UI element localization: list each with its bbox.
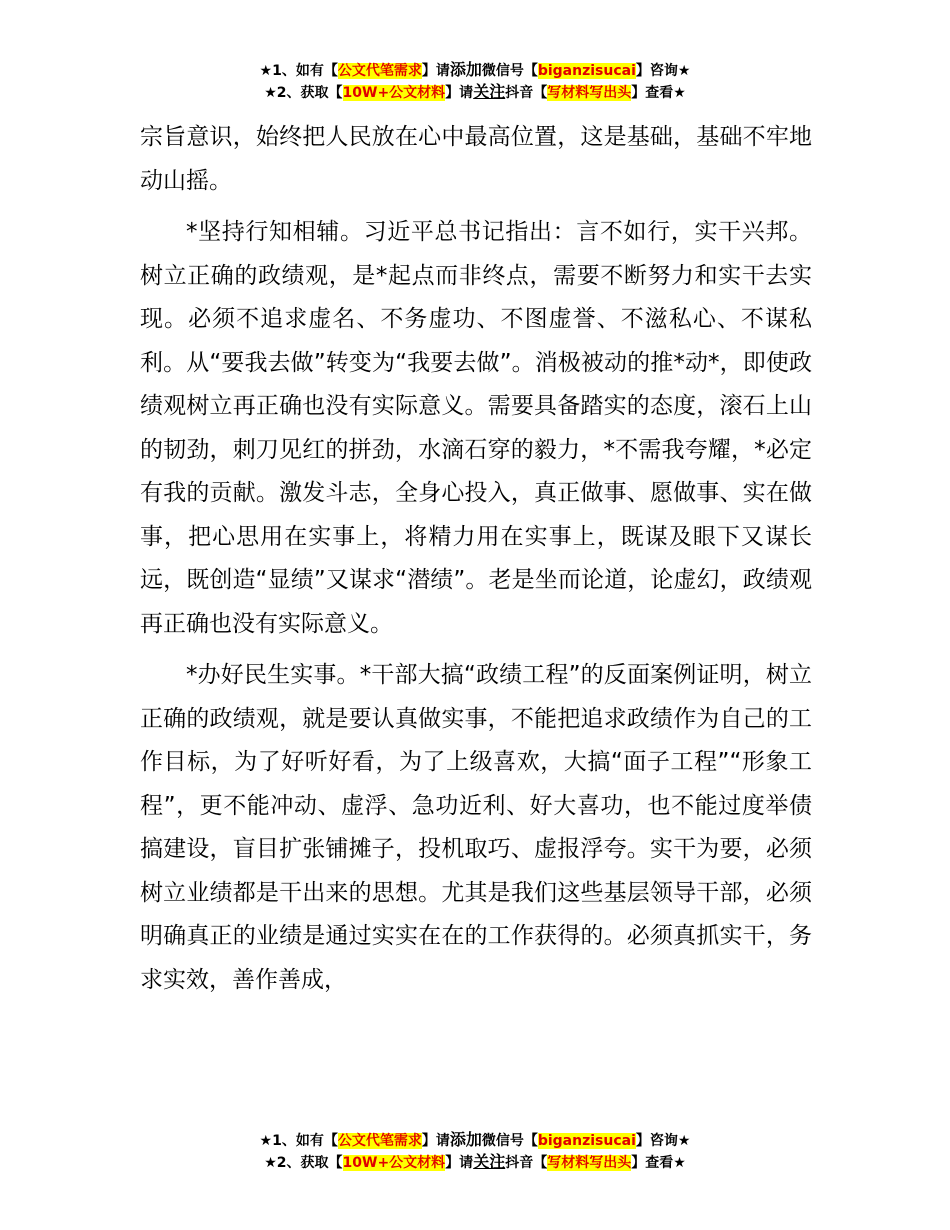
paragraph-3: *办好民生实事。*干部大搞“政绩工程”的反面案例证明，树立正确的政绩观，就是要认真做实事，不能把追求政绩作为自己的工作目标，为了好听好看，为了上级喜欢，大搞“面子工程”“形象工程”，更不能冲动、虚浮、急功近利、好大喜功，也不能过度举债搞建设，盲目扩张铺摊子，投机取巧、虚报浮夸。实干为要，必须树立业绩都是干出来的思想。尤其是我们这些基层领导干部，必须明确真正的业绩是通过实实在在的工作获得的。必须真抓实干，务求实效，善作善成，: [140, 662, 812, 993]
paragraph-1: 宗旨意识，始终把人民放在心中最高位置，这是基础，基础不牢地动山摇。: [140, 124, 812, 194]
footer-highlight-service: 公文代笔需求: [337, 1133, 422, 1149]
highlight-wechat-id: biganzisucai: [537, 63, 636, 79]
document-body: [140, 116, 812, 1010]
banner-line-2: ★2、获取【10W+公文材料】请关注抖音【写材料写出头】查看★: [264, 82, 686, 101]
highlight-service: 公文代笔需求: [337, 63, 422, 79]
footer-banner: [0, 1129, 950, 1173]
footer-highlight-wechat-id: biganzisucai: [537, 1133, 636, 1149]
paragraph-2: *坚持行知相辅。习近平总书记指出：言不如行，实干兴邦。树立正确的政绩观，是*起点而非终点，需要不断努力和实干去实现。必须不追求虚名、不务虚功、不图虚誉、不滋私心、不谋私利。从“要我去做”转变为“我要去做”。消极被动的推*动*，即使政绩观树立再正确也没有实际意义。需要具备踏实的态度，滚石上山的韧劲，刺刀见红的拼劲，水滴石穿的毅力，*不需我夸耀，*必定有我的贡献。激发斗志，全身心投入，真正做事、愿做事、实在做事，把心思用在实事上，将精力用在实事上，既谋及眼下又谋长远，既创造“显绩”又谋求“潜绩”。老是坐而论道，论虚幻，政绩观再正确也没有实际意义。: [140, 219, 812, 637]
highlight-douyin-id: 写材料写出头: [547, 85, 632, 101]
highlight-materials: 10W+公文材料: [342, 85, 446, 101]
banner-line-1: ★1、如有【公文代笔需求】请添加微信号【biganzisucai】咨询★: [259, 60, 691, 79]
header-banner: [0, 59, 950, 103]
footer-highlight-douyin-id: 写材料写出头: [547, 1155, 632, 1171]
footer-banner-line-1: ★1、如有【公文代笔需求】请添加微信号【biganzisucai】咨询★: [259, 1130, 691, 1149]
footer-banner-line-2: ★2、获取【10W+公文材料】请关注抖音【写材料写出头】查看★: [264, 1152, 686, 1171]
footer-highlight-materials: 10W+公文材料: [342, 1155, 446, 1171]
